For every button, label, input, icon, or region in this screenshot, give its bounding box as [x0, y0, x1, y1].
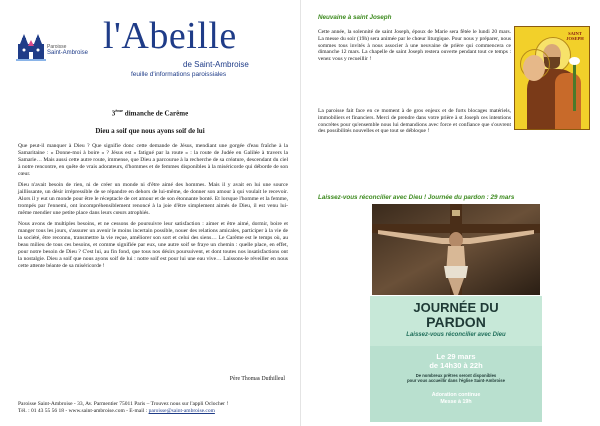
footer-address: Paroisse Saint-Ambroise - 33, Av. Parmentier 75011 Paris – Trouvez nous sur l'appli Oclocher !	[18, 401, 229, 407]
footer	[18, 401, 228, 415]
newsletter-subtitle-desc: feuille d'informations paroissiales	[131, 71, 227, 78]
sunday-heading: 3ème dimanche de Carême	[111, 108, 189, 118]
footer-email-link[interactable]: paroisse@saint-ambroise.com	[148, 408, 215, 414]
neuvaine-paragraph-2: La paroisse fait face en ce moment à de gros enjeux et de forts blocages matériels, immobiliers et financiers. Merci de prendre dans votre prière à st Joseph ces intentions concrètes pour qu'ensemble nous lui demandions avec force et confiance que s'ouvrent des possibilités nouvelles et que tout se débloque !	[318, 108, 511, 135]
sermon-paragraph: Que peut-il manquer à Dieu ? Que signifie donc cette demande de Jésus, mendiant une gorgée d'eau fraîche à la Samaritaine : « Donne-moi à boire » ? Jésus est « fatigué par la route » : la route de Judée en Galilée à travers la Samarie… Mais aussi cette autre route, immense, que Dieu a parcourue à la recherche de sa créature, descendant du ciel à notre rencontre, en quête de vrais adorateurs, d'hommes et de femmes disponibles à la miséricorde qui déborde de son cœur.	[18, 143, 288, 177]
crucifix-image-icon	[372, 204, 540, 295]
footer-contact: Tél. : 01 43 55 56 18 - www.saint-ambroise.com - E-mail :	[18, 408, 149, 414]
poster-adoration: Adoration continue Messe à 19h	[431, 392, 481, 405]
poster-title-line2: PARDON	[426, 314, 486, 330]
sermon-paragraph: Nous avons de multiples besoins, et ne cessons de poursuivre leur satisfaction : aimer et être aimé, dormir, boire et manger tous les jours, s'assurer un avenir le moins incertain possible, nouer des relations amicales, participer à la vie de la société, être reconnu, transmettre la vie reçue, améliorer son sort et celui des siens… Le Carême est le temps où, au beau milieu de tous ces besoins, et comme signifiée par eux, une autre soif se fraye un chemin : quelle place, en effet, pour notre besoin de Dieu ? C'est lui, au fin fond, que tous nos désirs poursuivent, et dont toutes nos insatisfactions ont la nostalgie. Dieu a soif que nous ayons soif de lui : notre soif est pour lui une eau vive… Laissons-le réveiller en nous cette attente béante de sa miséricorde !	[18, 221, 288, 269]
sermon-title: Dieu a soif que nous ayons soif de lui	[95, 127, 205, 135]
newsletter-subtitle-place: de Saint-Ambroise	[183, 60, 249, 69]
icon-inscription: SAINT JOSEPH	[566, 31, 584, 41]
neuvaine-title: Neuvaine à saint Joseph	[318, 14, 392, 21]
newsletter-title: l'Abeille	[103, 15, 237, 57]
confession-title: Laissez-vous réconcilier avec Dieu ! Journée du pardon : 29 mars	[318, 194, 515, 201]
sermon-paragraph: Dieu n'avait besoin de rien, ni de créer un monde ni d'être aimé des hommes. Mais il y avait en lui une source jaillissante, un désir irrépressible de se répandre en dehors de lui-même, de donner son amour à qui voulait le recevoir. Alors il y eut un monde pour être le réceptacle de cet amour et de son étonnante bonté. Et lorsque l'homme et la femme, trompés par l'ennemi, ont incompréhensiblement renoncé à la joie d'être simplement aimés de Dieu, il est venu lui-même mendier une petite place dans leurs cœurs atrophiés.	[18, 182, 288, 216]
poster-tagline: Laissez-vous réconcilier avec Dieu	[406, 332, 506, 338]
church-logo-icon	[16, 30, 46, 62]
poster-priests: De nombreux prêtres seront disponibles pour vous accueillir dans l'église Saint-Ambroise	[407, 373, 505, 383]
parish-name: Paroisse Saint-Ambroise	[47, 44, 89, 56]
poster-date: Le 29 mars de 14h30 à 22h	[429, 352, 483, 370]
saint-joseph-icon	[514, 26, 590, 130]
sermon-body	[18, 143, 288, 274]
pardon-poster	[370, 296, 542, 422]
sermon-signature: Père Thomas Duthilleul	[229, 376, 285, 382]
neuvaine-paragraph-1: Cette année, la solennité de saint Joseph, époux de Marie sera fêtée le lundi 20 mars. La messe du soir (19h) sera animée par le chœur liturgique. Pour nous y préparer, nous sommes tous invités à nous associer à une neuvaine de prière qui commencera ce dimanche 12 mars. La chapelle de saint Joseph restera ouverte pendant tout ce temps : venez vous y recueillir !	[318, 29, 511, 63]
poster-title-line1: JOURNÉE DU	[413, 300, 499, 315]
